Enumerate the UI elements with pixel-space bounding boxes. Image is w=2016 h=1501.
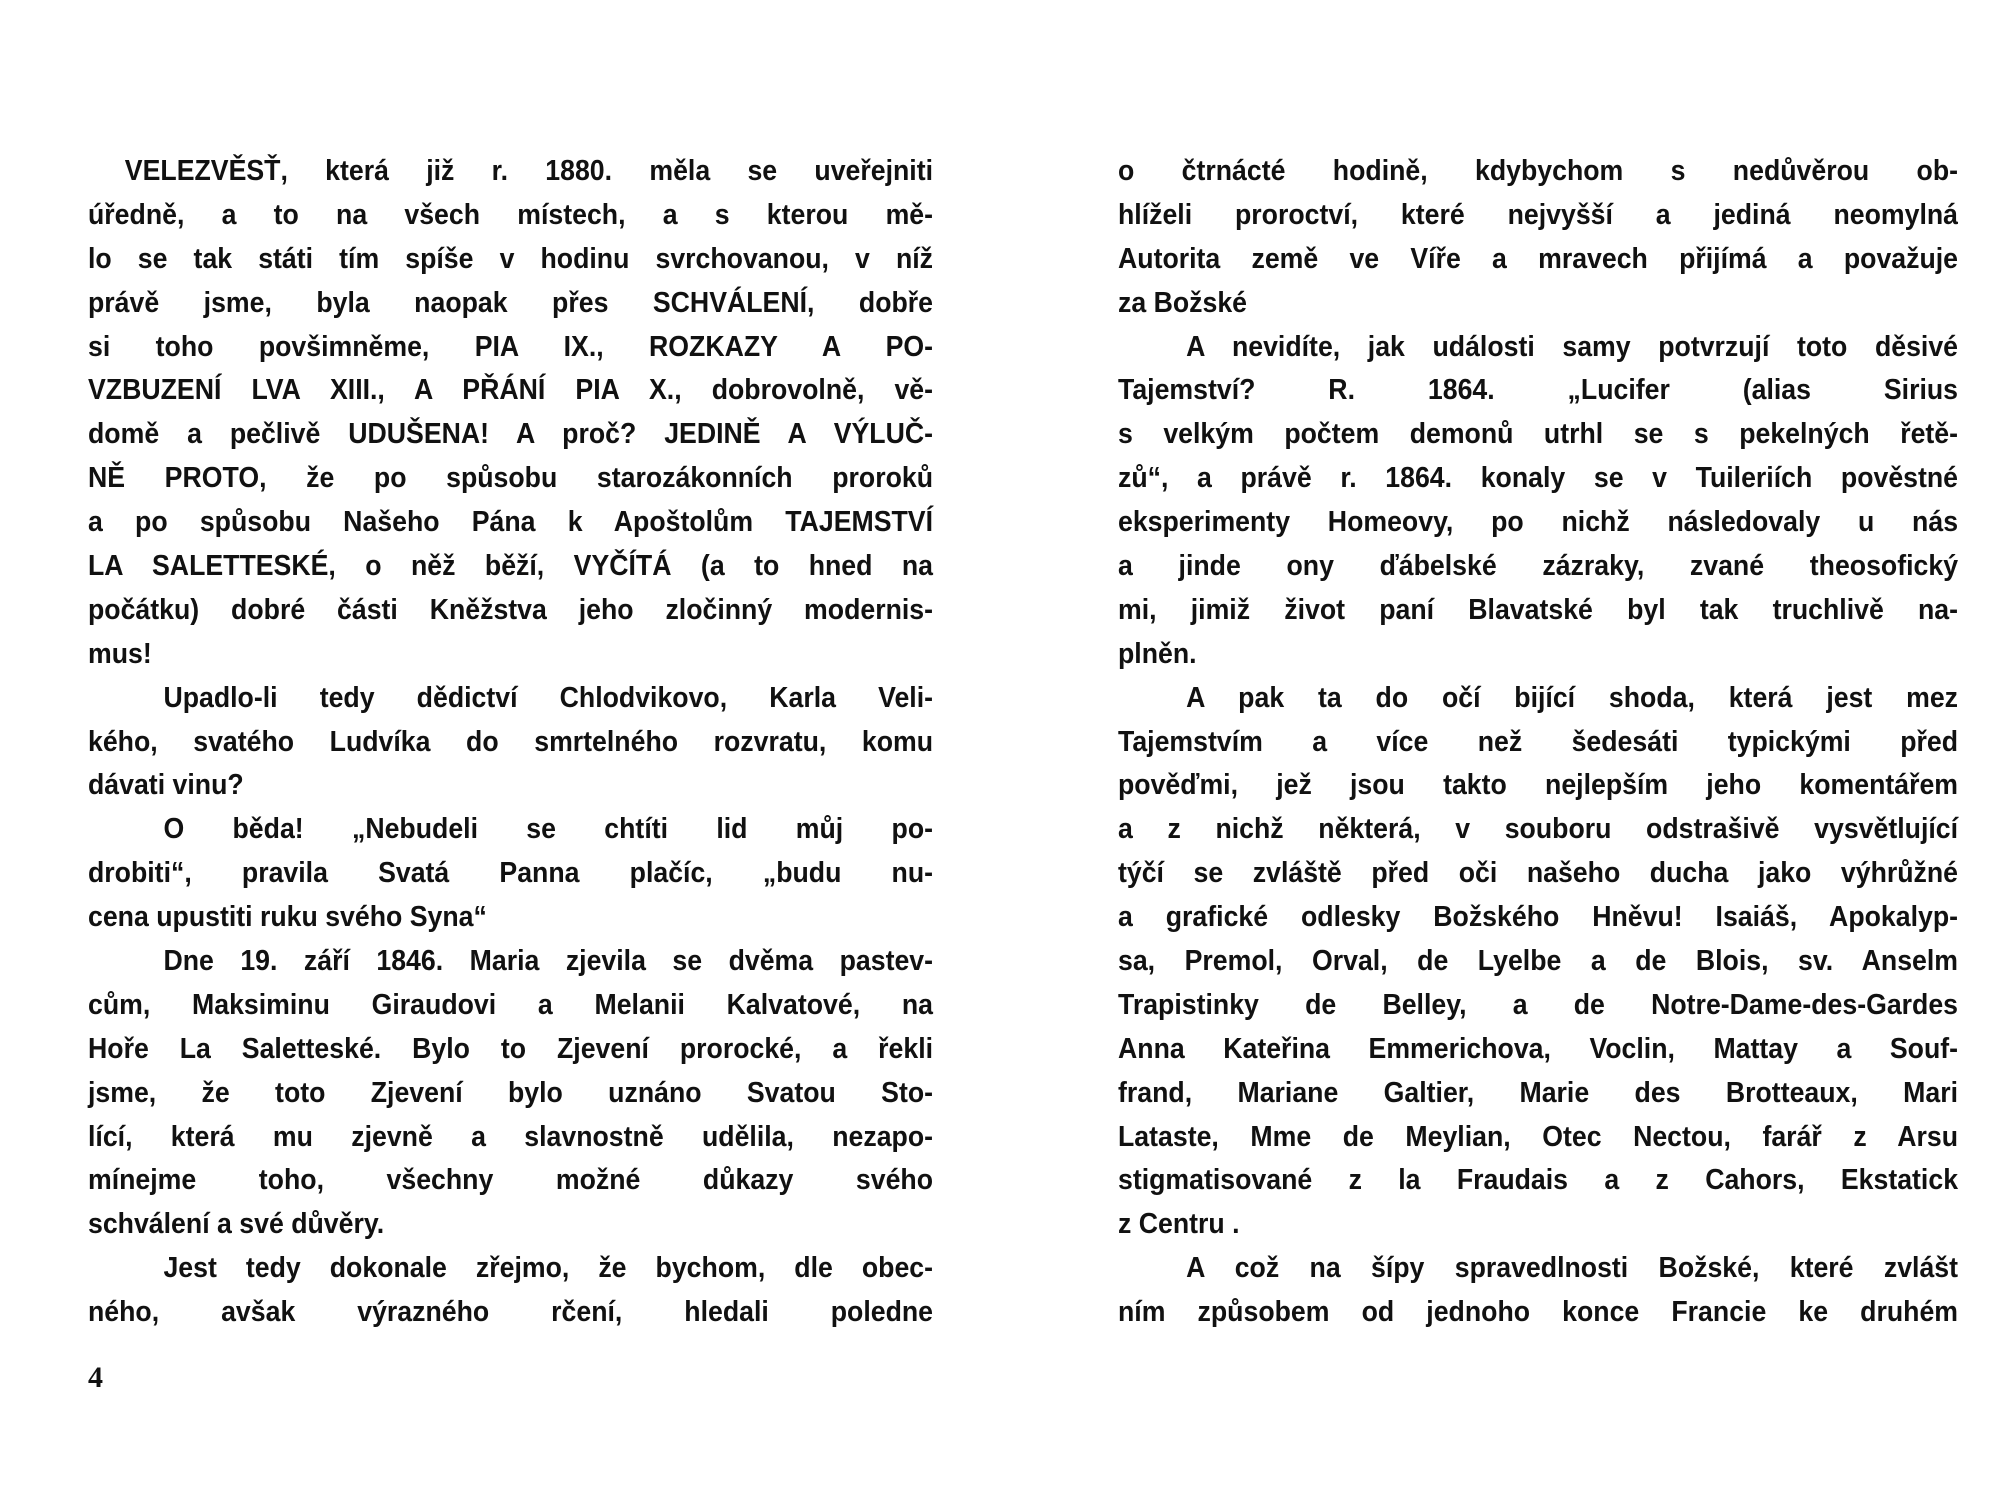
text-line: mi, jimiž život paní Blavatské byl tak truchlivě na- (1118, 593, 1959, 626)
text-line: právě jsme, byla naopak přes SCHVÁLENÍ, dobře (88, 286, 934, 319)
text-line: Hoře La Saletteské. Bylo to Zjevení prorocké, a řekli (88, 1032, 934, 1065)
text-line: kého, svatého Ludvíka do smrtelného rozvratu, komu (88, 725, 934, 758)
text-line: Autorita země ve Víře a mravech přijímá a považuje (1118, 242, 1959, 275)
text-line: ného, avšak výrazného rčení, hledali poledne (88, 1296, 934, 1329)
text-line: počátku) dobré části Kněžstva jeho zločinný modernis- (88, 593, 934, 626)
text-line: za Božské (1118, 286, 1248, 319)
text-line: úředně, a to na všech místech, a s kterou mě- (88, 198, 934, 231)
text-line: a jinde ony ďábelské zázraky, zvané theosofický (1118, 550, 1959, 583)
text-line: VELEZVĚSŤ, která již r. 1880. měla se uveřejniti (124, 155, 934, 187)
text-line: lo se tak státi tím spíše v hodinu svrchovanou, v níž (88, 242, 934, 275)
text-line: frand, Mariane Galtier, Marie des Brotteaux, Mari (1118, 1076, 1959, 1109)
text-line: drobiti“, pravila Svatá Panna plačíc, „budu nu- (88, 857, 934, 890)
text-line: Lataste, Mme de Meylian, Otec Nectou, farář z Arsu (1118, 1120, 1959, 1153)
text-line: o čtrnácté hodině, kdybychom s nedůvěrou ob- (1118, 155, 1959, 187)
text-line: hlíželi proroctví, které nejvyšší a jediná neomylná (1118, 198, 1959, 231)
text-line: lící, která mu zjevně a slavnostně udělila, nezapo- (88, 1120, 934, 1153)
text-line: A což na šípy spravedlnosti Božské, které zvlášt (1186, 1252, 1959, 1285)
text-line: s velkým počtem demonů utrhl se s pekelných řetě- (1118, 418, 1959, 451)
text-line: Jest tedy dokonale zřejmo, že bychom, dle obec- (163, 1252, 934, 1285)
text-line: Tajemstvím a více než šedesáti typickými před (1118, 725, 1959, 758)
text-line: jsme, že toto Zjevení bylo uznáno Svatou Sto- (88, 1076, 934, 1109)
text-line: A pak ta do očí bijící shoda, která jest mez (1186, 681, 1959, 714)
left-text-column (88, 150, 933, 1335)
text-line: mínejme toho, všechny možné důkazy svého (88, 1164, 934, 1197)
text-line: zů“, a právě r. 1864. konaly se v Tuileriích pověstné (1118, 462, 1959, 495)
text-line: A nevidíte, jak události samy potvrzují toto děsivé (1186, 330, 1959, 363)
text-line: eksperimenty Homeovy, po nichž následovaly u nás (1118, 506, 1959, 539)
text-line: a z nichž některá, v souboru odstrašivě vysvětlující (1118, 813, 1959, 846)
text-line: O běda! „Nebudeli se chtíti lid můj po- (163, 813, 934, 846)
text-line: LA SALETTESKÉ, o něž běží, VYČÍTÁ (a to hned na (88, 550, 934, 583)
text-line: domě a pečlivě UDUŠENA! A proč? JEDINĚ A VÝLUČ- (88, 418, 934, 451)
text-line: týčí se zvláště před oči našeho ducha jako výhrůžné (1118, 857, 1959, 890)
text-line: VZBUZENÍ LVA XIII., A PŘÁNÍ PIA X., dobrovolně, vě- (88, 374, 934, 407)
text-line: pověďmi, jež jsou takto nejlepším jeho komentářem (1118, 769, 1959, 802)
text-line: Dne 19. září 1846. Maria zjevila se dvěma pastev- (163, 945, 934, 978)
right-page (1008, 0, 2016, 1501)
text-line: si toho povšimněme, PIA IX., ROZKAZY A PO- (88, 330, 934, 363)
text-line: Anna Kateřina Emmerichova, Voclin, Mattay a Souf- (1118, 1032, 1959, 1065)
text-line: z Centru . (1118, 1208, 1240, 1241)
text-line: Tajemství? R. 1864. „Lucifer (alias Sirius (1118, 374, 1959, 407)
text-line: a po spůsobu Našeho Pána k Apoštolům TAJEMSTVÍ (88, 506, 934, 539)
text-line: plněn. (1118, 637, 1197, 670)
text-line: Upadlo-li tedy dědictví Chlodvikovo, Karla Veli- (163, 681, 934, 714)
text-line: Trapistinky de Belley, a de Notre-Dame-des-Gardes (1118, 988, 1959, 1021)
text-line: cena upustiti ruku svého Syna“ (88, 901, 487, 934)
text-line: ním způsobem od jednoho konce Francie ke druhém (1118, 1296, 1959, 1329)
text-line: mus! (88, 637, 152, 670)
text-line: a grafické odlesky Božského Hněvu! Isaiáš, Apokalyp- (1118, 901, 1959, 934)
text-line: NĚ PROTO, že po spůsobu starozákonních proroků (88, 462, 934, 495)
right-text-column (1118, 150, 1958, 1335)
page-number: 4 (88, 1361, 103, 1394)
text-line: schválení a své důvěry. (88, 1208, 385, 1241)
text-line: cům, Maksiminu Giraudovi a Melanii Kalvatové, na (88, 988, 934, 1021)
text-line: sa, Premol, Orval, de Lyelbe a de Blois, sv. Anselm (1118, 945, 1959, 978)
text-line: dávati vinu? (88, 769, 244, 802)
text-line: stigmatisované z la Fraudais a z Cahors, Ekstatick (1118, 1164, 1959, 1197)
